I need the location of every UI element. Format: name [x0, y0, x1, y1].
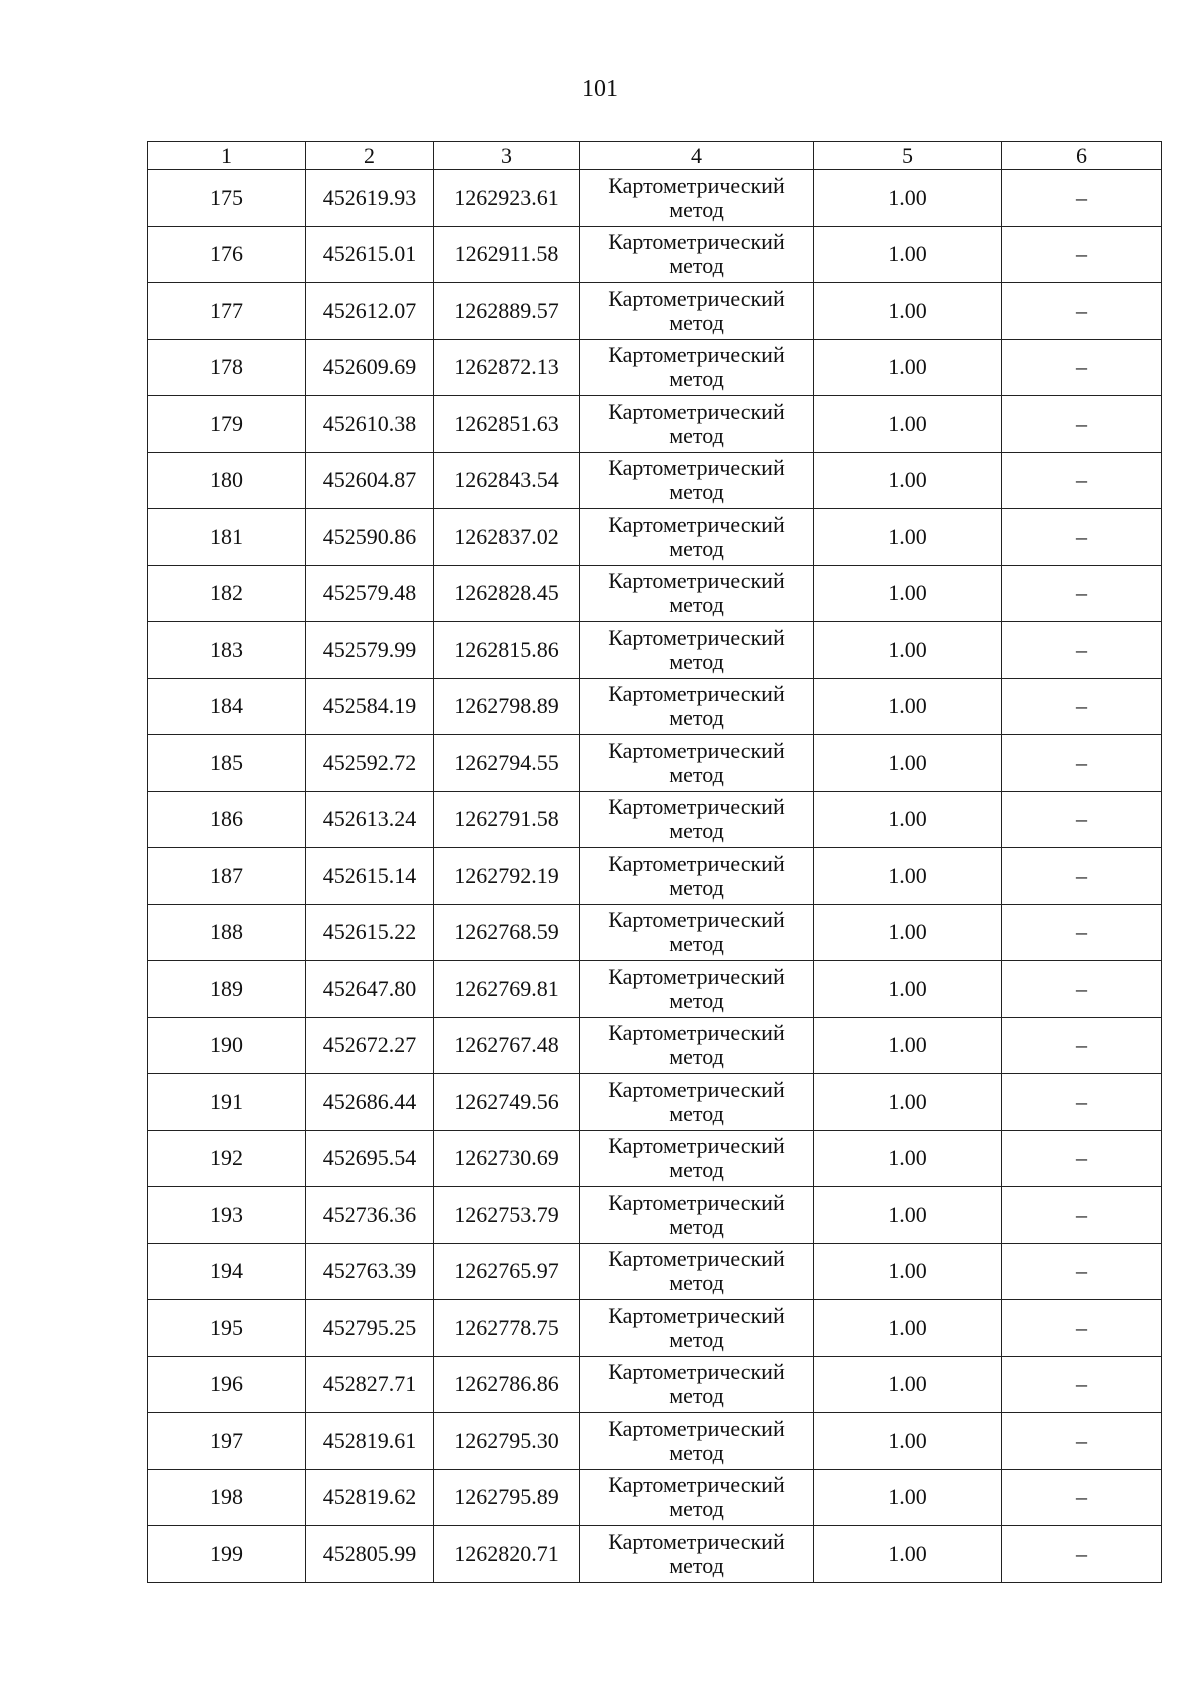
method-text: метод	[669, 1270, 724, 1296]
note-cell: –	[1002, 678, 1162, 735]
y-coordinate-cell: 1262828.45	[434, 565, 580, 622]
y-coordinate-cell: 1262768.59	[434, 904, 580, 961]
header-col-1: 1	[148, 142, 306, 170]
y-coordinate-cell: 1262749.56	[434, 1074, 580, 1131]
table-row	[148, 1356, 1162, 1413]
method-text: метод	[669, 535, 724, 561]
x-coordinate-cell: 452736.36	[306, 1187, 434, 1244]
y-coordinate-cell: 1262872.13	[434, 339, 580, 396]
note-cell: –	[1002, 904, 1162, 961]
method-cell	[580, 735, 814, 792]
point-number-cell: 189	[148, 961, 306, 1018]
header-row	[148, 142, 1162, 170]
note-cell: –	[1002, 1130, 1162, 1187]
note-cell: –	[1002, 396, 1162, 453]
method-text: метод	[669, 1496, 724, 1522]
method-text: метод	[669, 196, 724, 222]
point-number-cell: 184	[148, 678, 306, 735]
point-number-cell: 175	[148, 170, 306, 227]
x-coordinate-cell: 452590.86	[306, 509, 434, 566]
method-text: Картометрический	[608, 455, 785, 481]
method-text: метод	[669, 1213, 724, 1239]
method-text: Картометрический	[608, 1528, 785, 1554]
x-coordinate-cell: 452647.80	[306, 961, 434, 1018]
point-number-cell: 192	[148, 1130, 306, 1187]
method-cell	[580, 1074, 814, 1131]
method-cell	[580, 791, 814, 848]
y-coordinate-cell: 1262794.55	[434, 735, 580, 792]
accuracy-cell: 1.00	[814, 1074, 1002, 1131]
table-row	[148, 1526, 1162, 1583]
accuracy-cell: 1.00	[814, 1243, 1002, 1300]
note-cell: –	[1002, 226, 1162, 283]
accuracy-cell: 1.00	[814, 622, 1002, 679]
method-cell	[580, 170, 814, 227]
method-cell	[580, 339, 814, 396]
table-row	[148, 1243, 1162, 1300]
table-row	[148, 735, 1162, 792]
point-number-cell: 195	[148, 1300, 306, 1357]
method-text: Картометрический	[608, 1302, 785, 1328]
note-cell: –	[1002, 452, 1162, 509]
note-cell: –	[1002, 622, 1162, 679]
accuracy-cell: 1.00	[814, 1300, 1002, 1357]
method-text: метод	[669, 1100, 724, 1126]
method-cell	[580, 1469, 814, 1526]
table-row	[148, 1074, 1162, 1131]
x-coordinate-cell: 452579.48	[306, 565, 434, 622]
method-cell	[580, 283, 814, 340]
method-cell	[580, 904, 814, 961]
x-coordinate-cell: 452686.44	[306, 1074, 434, 1131]
x-coordinate-cell: 452619.93	[306, 170, 434, 227]
x-coordinate-cell: 452579.99	[306, 622, 434, 679]
note-cell: –	[1002, 1526, 1162, 1583]
point-number-cell: 179	[148, 396, 306, 453]
method-text: Картометрический	[608, 1359, 785, 1385]
y-coordinate-cell: 1262765.97	[434, 1243, 580, 1300]
point-number-cell: 193	[148, 1187, 306, 1244]
note-cell: –	[1002, 565, 1162, 622]
method-text: Картометрический	[608, 342, 785, 368]
table-row	[148, 622, 1162, 679]
point-number-cell: 199	[148, 1526, 306, 1583]
accuracy-cell: 1.00	[814, 1187, 1002, 1244]
method-cell	[580, 678, 814, 735]
point-number-cell: 183	[148, 622, 306, 679]
x-coordinate-cell: 452615.01	[306, 226, 434, 283]
point-number-cell: 182	[148, 565, 306, 622]
method-text: Картометрический	[608, 624, 785, 650]
page-number: 101	[582, 76, 618, 102]
y-coordinate-cell: 1262851.63	[434, 396, 580, 453]
method-cell	[580, 452, 814, 509]
table-row	[148, 791, 1162, 848]
table-row	[148, 848, 1162, 905]
table-row	[148, 452, 1162, 509]
point-number-cell: 194	[148, 1243, 306, 1300]
method-cell	[580, 565, 814, 622]
method-text: Картометрический	[608, 963, 785, 989]
accuracy-cell: 1.00	[814, 1413, 1002, 1470]
method-text: метод	[669, 479, 724, 505]
method-text: Картометрический	[608, 1133, 785, 1159]
note-cell: –	[1002, 283, 1162, 340]
method-text: Картометрический	[608, 1415, 785, 1441]
table-row	[148, 678, 1162, 735]
x-coordinate-cell: 452609.69	[306, 339, 434, 396]
x-coordinate-cell: 452672.27	[306, 1017, 434, 1074]
point-number-cell: 198	[148, 1469, 306, 1526]
y-coordinate-cell: 1262820.71	[434, 1526, 580, 1583]
method-text: Картометрический	[608, 1246, 785, 1272]
method-text: метод	[669, 1439, 724, 1465]
method-text: метод	[669, 366, 724, 392]
y-coordinate-cell: 1262795.30	[434, 1413, 580, 1470]
y-coordinate-cell: 1262798.89	[434, 678, 580, 735]
point-number-cell: 176	[148, 226, 306, 283]
note-cell: –	[1002, 1017, 1162, 1074]
y-coordinate-cell: 1262923.61	[434, 170, 580, 227]
method-text: метод	[669, 1044, 724, 1070]
method-cell	[580, 1413, 814, 1470]
method-cell	[580, 1356, 814, 1413]
method-text: Картометрический	[608, 737, 785, 763]
header-col-6: 6	[1002, 142, 1162, 170]
method-text: Картометрический	[608, 285, 785, 311]
y-coordinate-cell: 1262837.02	[434, 509, 580, 566]
x-coordinate-cell: 452610.38	[306, 396, 434, 453]
accuracy-cell: 1.00	[814, 1356, 1002, 1413]
method-text: метод	[669, 987, 724, 1013]
accuracy-cell: 1.00	[814, 170, 1002, 227]
method-text: Картометрический	[608, 568, 785, 594]
note-cell: –	[1002, 848, 1162, 905]
y-coordinate-cell: 1262795.89	[434, 1469, 580, 1526]
y-coordinate-cell: 1262753.79	[434, 1187, 580, 1244]
method-text: метод	[669, 1157, 724, 1183]
point-number-cell: 178	[148, 339, 306, 396]
method-text: Картометрический	[608, 172, 785, 198]
y-coordinate-cell: 1262767.48	[434, 1017, 580, 1074]
note-cell: –	[1002, 1469, 1162, 1526]
note-cell: –	[1002, 1413, 1162, 1470]
point-number-cell: 197	[148, 1413, 306, 1470]
point-number-cell: 188	[148, 904, 306, 961]
point-number-cell: 186	[148, 791, 306, 848]
x-coordinate-cell: 452795.25	[306, 1300, 434, 1357]
table-row	[148, 226, 1162, 283]
method-cell	[580, 961, 814, 1018]
x-coordinate-cell: 452615.22	[306, 904, 434, 961]
method-text: метод	[669, 592, 724, 618]
method-text: Картометрический	[608, 681, 785, 707]
accuracy-cell: 1.00	[814, 396, 1002, 453]
point-number-cell: 196	[148, 1356, 306, 1413]
y-coordinate-cell: 1262792.19	[434, 848, 580, 905]
method-text: метод	[669, 874, 724, 900]
note-cell: –	[1002, 735, 1162, 792]
method-text: Картометрический	[608, 511, 785, 537]
method-text: Картометрический	[608, 1472, 785, 1498]
method-cell	[580, 1300, 814, 1357]
accuracy-cell: 1.00	[814, 791, 1002, 848]
method-text: метод	[669, 309, 724, 335]
table-row	[148, 1469, 1162, 1526]
table-row	[148, 961, 1162, 1018]
accuracy-cell: 1.00	[814, 1526, 1002, 1583]
note-cell: –	[1002, 1187, 1162, 1244]
note-cell: –	[1002, 1243, 1162, 1300]
method-text: метод	[669, 648, 724, 674]
table-body	[148, 170, 1162, 1583]
note-cell: –	[1002, 791, 1162, 848]
note-cell: –	[1002, 1300, 1162, 1357]
method-text: метод	[669, 1326, 724, 1352]
method-text: метод	[669, 818, 724, 844]
point-number-cell: 185	[148, 735, 306, 792]
x-coordinate-cell: 452805.99	[306, 1526, 434, 1583]
x-coordinate-cell: 452695.54	[306, 1130, 434, 1187]
accuracy-cell: 1.00	[814, 509, 1002, 566]
accuracy-cell: 1.00	[814, 1469, 1002, 1526]
y-coordinate-cell: 1262815.86	[434, 622, 580, 679]
x-coordinate-cell: 452612.07	[306, 283, 434, 340]
method-text: метод	[669, 705, 724, 731]
y-coordinate-cell: 1262843.54	[434, 452, 580, 509]
table-row	[148, 1300, 1162, 1357]
point-number-cell: 180	[148, 452, 306, 509]
table-header	[148, 142, 1162, 170]
method-text: Картометрический	[608, 1020, 785, 1046]
y-coordinate-cell: 1262730.69	[434, 1130, 580, 1187]
y-coordinate-cell: 1262889.57	[434, 283, 580, 340]
point-number-cell: 177	[148, 283, 306, 340]
note-cell: –	[1002, 170, 1162, 227]
table-row	[148, 1413, 1162, 1470]
method-text: Картометрический	[608, 229, 785, 255]
accuracy-cell: 1.00	[814, 678, 1002, 735]
method-cell	[580, 1243, 814, 1300]
method-text: метод	[669, 1552, 724, 1578]
method-text: метод	[669, 1383, 724, 1409]
table-row	[148, 396, 1162, 453]
method-text: метод	[669, 761, 724, 787]
note-cell: –	[1002, 339, 1162, 396]
method-cell	[580, 509, 814, 566]
accuracy-cell: 1.00	[814, 565, 1002, 622]
y-coordinate-cell: 1262786.86	[434, 1356, 580, 1413]
y-coordinate-cell: 1262911.58	[434, 226, 580, 283]
accuracy-cell: 1.00	[814, 226, 1002, 283]
method-cell	[580, 622, 814, 679]
table-row	[148, 1130, 1162, 1187]
method-text: метод	[669, 931, 724, 957]
method-cell	[580, 226, 814, 283]
x-coordinate-cell: 452613.24	[306, 791, 434, 848]
table-row	[148, 565, 1162, 622]
table-row	[148, 339, 1162, 396]
accuracy-cell: 1.00	[814, 1017, 1002, 1074]
table-row	[148, 170, 1162, 227]
x-coordinate-cell: 452592.72	[306, 735, 434, 792]
header-col-2: 2	[306, 142, 434, 170]
x-coordinate-cell: 452615.14	[306, 848, 434, 905]
y-coordinate-cell: 1262769.81	[434, 961, 580, 1018]
y-coordinate-cell: 1262791.58	[434, 791, 580, 848]
note-cell: –	[1002, 509, 1162, 566]
point-number-cell: 187	[148, 848, 306, 905]
coordinates-table	[147, 141, 1162, 1583]
method-text: метод	[669, 253, 724, 279]
table-row	[148, 509, 1162, 566]
accuracy-cell: 1.00	[814, 283, 1002, 340]
method-text: Картометрический	[608, 850, 785, 876]
accuracy-cell: 1.00	[814, 848, 1002, 905]
accuracy-cell: 1.00	[814, 452, 1002, 509]
header-col-5: 5	[814, 142, 1002, 170]
method-text: Картометрический	[608, 1189, 785, 1215]
table-row	[148, 1187, 1162, 1244]
method-text: Картометрический	[608, 1076, 785, 1102]
method-text: метод	[669, 422, 724, 448]
point-number-cell: 190	[148, 1017, 306, 1074]
note-cell: –	[1002, 1356, 1162, 1413]
accuracy-cell: 1.00	[814, 339, 1002, 396]
method-text: Картометрический	[608, 794, 785, 820]
method-cell	[580, 1187, 814, 1244]
method-cell	[580, 1017, 814, 1074]
point-number-cell: 181	[148, 509, 306, 566]
accuracy-cell: 1.00	[814, 735, 1002, 792]
header-col-4: 4	[580, 142, 814, 170]
method-text: Картометрический	[608, 398, 785, 424]
method-cell	[580, 848, 814, 905]
y-coordinate-cell: 1262778.75	[434, 1300, 580, 1357]
point-number-cell: 191	[148, 1074, 306, 1131]
method-cell	[580, 1130, 814, 1187]
x-coordinate-cell: 452819.62	[306, 1469, 434, 1526]
x-coordinate-cell: 452604.87	[306, 452, 434, 509]
method-cell	[580, 1526, 814, 1583]
method-text: Картометрический	[608, 907, 785, 933]
method-cell	[580, 396, 814, 453]
table-row	[148, 1017, 1162, 1074]
table-row	[148, 904, 1162, 961]
x-coordinate-cell: 452763.39	[306, 1243, 434, 1300]
accuracy-cell: 1.00	[814, 904, 1002, 961]
accuracy-cell: 1.00	[814, 961, 1002, 1018]
note-cell: –	[1002, 961, 1162, 1018]
x-coordinate-cell: 452819.61	[306, 1413, 434, 1470]
header-col-3: 3	[434, 142, 580, 170]
x-coordinate-cell: 452827.71	[306, 1356, 434, 1413]
accuracy-cell: 1.00	[814, 1130, 1002, 1187]
table-row	[148, 283, 1162, 340]
x-coordinate-cell: 452584.19	[306, 678, 434, 735]
note-cell: –	[1002, 1074, 1162, 1131]
